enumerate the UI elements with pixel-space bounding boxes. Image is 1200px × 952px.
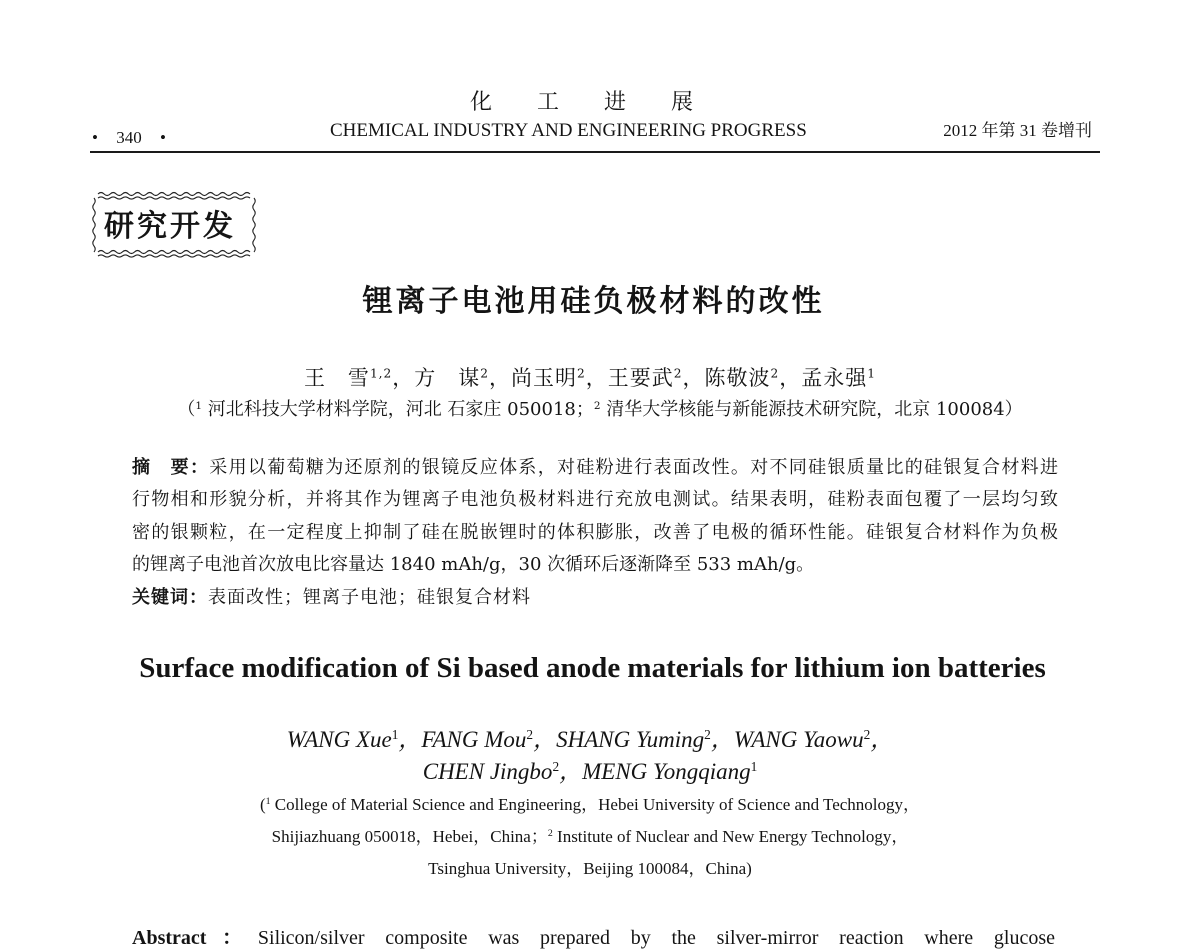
author-list-cn bbox=[0, 366, 1180, 390]
paper-title-en: Surface modification of Si based anode materials for lithium ion batteries bbox=[139, 652, 1046, 684]
author-separator: ， bbox=[779, 366, 802, 390]
page-number: • 340 • bbox=[92, 128, 166, 147]
author-name: 王 雪 bbox=[303, 366, 370, 390]
author-name: 王要武 bbox=[607, 366, 674, 390]
author-separator: ， bbox=[585, 366, 608, 390]
section-badge bbox=[90, 188, 258, 262]
affiliation-text: Institute of Nuclear and New Energy Technology， bbox=[552, 827, 909, 846]
author-separator: ， bbox=[710, 727, 734, 752]
affiliation-cn bbox=[0, 398, 1200, 422]
author-affiliation-mark: 1 bbox=[867, 366, 877, 381]
abstract-cn-text: 采用以葡萄糖为还原剂的银镜反应体系，对硅粉进行表面改性。对不同硅银质量比的硅银复合材料进 bbox=[209, 457, 1058, 478]
author-name: CHEN Jingbo bbox=[422, 759, 553, 784]
author-affiliation-mark: 2 bbox=[863, 727, 871, 742]
author-affiliation-mark: 1,2 bbox=[369, 366, 393, 381]
affiliation-text: 清华大学核能与新能源技术研究院，北京 100084） bbox=[600, 399, 1023, 420]
author-name: WANG Yaowu bbox=[733, 727, 864, 752]
author-name: SHANG Yuming bbox=[556, 727, 705, 752]
affiliation-mark: 1 bbox=[195, 399, 202, 412]
author-separator: ， bbox=[870, 727, 894, 752]
author-separator: ， bbox=[398, 727, 422, 752]
affiliation-en-line bbox=[0, 821, 1180, 853]
abstract-cn-line bbox=[132, 452, 1058, 484]
journal-title-cn: 化 工 进 展 bbox=[470, 90, 712, 115]
author-separator: ， bbox=[682, 366, 705, 390]
keywords-cn-text: 表面改性；锂离子电池；硅银复合材料 bbox=[208, 587, 531, 608]
issue-info: 2012 年第 31 卷增刊 bbox=[943, 121, 1092, 140]
author-affiliation-mark: 2 bbox=[704, 727, 711, 742]
affiliation-text: Shijiazhuang 050018，Hebei，China； bbox=[271, 827, 548, 846]
abstract-cn-line bbox=[132, 484, 1058, 516]
author-affiliation-mark: 2 bbox=[552, 759, 560, 774]
abstract-cn-label: 摘 要： bbox=[132, 457, 210, 478]
section-label: 研究开发 bbox=[104, 209, 236, 244]
author-affiliation-mark: 2 bbox=[480, 366, 490, 381]
author-separator: ， bbox=[489, 366, 512, 390]
author-separator: ， bbox=[559, 759, 583, 784]
author-name: FANG Mou bbox=[421, 727, 527, 752]
author-name: 尚玉明 bbox=[511, 366, 578, 390]
abstract-en-text: Silicon/silver composite was prepared by the silver-mirror reaction where glucose bbox=[257, 927, 1055, 949]
author-separator: ， bbox=[533, 727, 557, 752]
author-list-en bbox=[0, 724, 1180, 788]
affiliation-mark: 2 bbox=[547, 828, 553, 840]
author-affiliation-mark: 2 bbox=[770, 366, 780, 381]
author-affiliation-mark: 1 bbox=[391, 727, 399, 742]
affiliation-mark: 1 bbox=[265, 796, 271, 808]
abstract-cn bbox=[132, 452, 1058, 581]
affiliation-text: College of Material Science and Engineering，Hebei University of Science and Technology， bbox=[270, 795, 921, 814]
affiliation-open-paren: ( bbox=[259, 795, 266, 814]
affiliation-mark: 2 bbox=[593, 399, 601, 412]
abstract-cn-line bbox=[132, 517, 1058, 549]
abstract-cn-line bbox=[132, 549, 1058, 581]
abstract-cn-text: 密的银颗粒，在一定程度上抑制了硅在脱嵌锂时的体积膨胀，改善了电极的循环性能。硅银复合材料作为负极 bbox=[132, 521, 1058, 543]
author-affiliation-mark: 2 bbox=[577, 366, 586, 381]
header-rule bbox=[90, 151, 1100, 153]
paper-title-cn: 锂离子电池用硅负极材料的改性 bbox=[362, 284, 825, 319]
author-list-en-line bbox=[0, 756, 1180, 788]
author-name: WANG Xue bbox=[286, 727, 392, 752]
author-affiliation-mark: 2 bbox=[673, 366, 683, 381]
affiliation-en-line bbox=[0, 789, 1180, 821]
abstract-cn-text: 行物相和形貌分析，并将其作为锂离子电池负极材料进行充放电测试。结果表明，硅粉表面包覆了一层均匀致 bbox=[132, 489, 1058, 511]
affiliation-text: 河北科技大学材料学院，河北 石家庄 050018； bbox=[201, 399, 594, 420]
abstract-cn-text: 的锂离子电池首次放电比容量达 1840 mAh/g，30 次循环后逐渐降至 533 mAh/g。 bbox=[132, 553, 815, 575]
author-list-en-line bbox=[0, 724, 1180, 756]
affiliation-en bbox=[0, 789, 1180, 885]
abstract-en bbox=[132, 925, 1055, 951]
author-name: MENG Yongqiang bbox=[582, 759, 751, 784]
author-name: 孟永强 bbox=[801, 366, 868, 390]
keywords-cn bbox=[132, 582, 531, 614]
keywords-cn-label: 关键词： bbox=[132, 587, 208, 608]
journal-title-en: CHEMICAL INDUSTRY AND ENGINEERING PROGRESS bbox=[330, 120, 807, 141]
abstract-en-label: Abstract： bbox=[132, 927, 258, 949]
affiliation-en-line: Tsinghua University，Beijing 100084，China) bbox=[428, 859, 752, 878]
author-name: 陈敬波 bbox=[704, 366, 771, 390]
author-affiliation-mark: 2 bbox=[526, 727, 534, 742]
author-affiliation-mark: 1 bbox=[750, 759, 758, 774]
author-name: 方 谋 bbox=[414, 366, 481, 390]
affiliation-open-paren: （ bbox=[177, 399, 196, 420]
author-separator: ， bbox=[392, 366, 415, 390]
